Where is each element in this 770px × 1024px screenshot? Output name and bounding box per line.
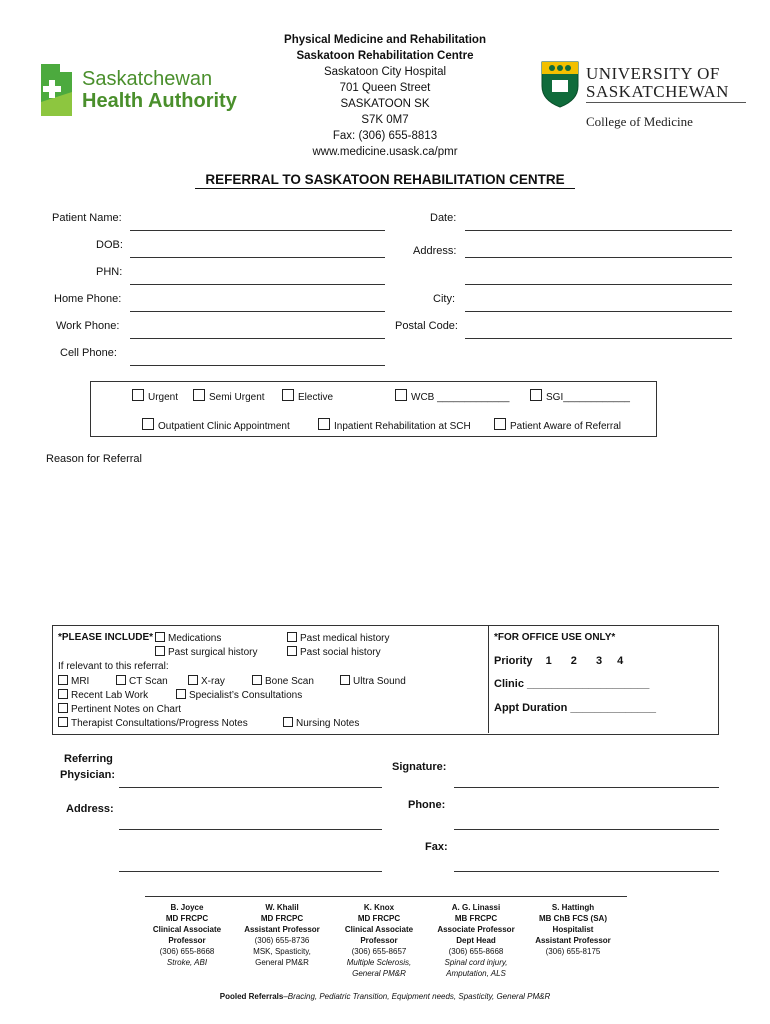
priority-1[interactable]: 1: [545, 655, 552, 667]
wcb-option[interactable]: [395, 389, 509, 403]
xray-option[interactable]: [188, 675, 225, 687]
nursing-option[interactable]: [283, 717, 359, 729]
aware-label: Patient Aware of Referral: [510, 421, 621, 432]
wcb-checkbox[interactable]: [395, 389, 407, 401]
director-knox: [334, 902, 424, 979]
office-divider: [488, 625, 489, 733]
semi-urgent-checkbox[interactable]: [193, 389, 205, 401]
office-heading: *FOR OFFICE USE ONLY*: [494, 632, 616, 643]
fax-field[interactable]: [454, 871, 719, 872]
form-title: REFERRAL TO SASKATOON REHABILITATION CENTRE: [205, 172, 565, 187]
director-role: Hospitalist: [552, 925, 594, 934]
usask-name-line1: UNIVERSITY OF: [586, 64, 720, 83]
director-cred: MD FRCPC: [260, 914, 304, 923]
pooled-referrals-footer: [0, 992, 770, 1001]
director-phone: (306) 655-8668: [448, 947, 504, 956]
usask-logo: [540, 60, 755, 132]
director-role: Assistant Professor: [244, 925, 320, 934]
physician-address-label: Address:: [66, 803, 114, 815]
postal-code: S7K 0M7: [361, 114, 409, 126]
chart-notes-label: Pertinent Notes on Chart: [71, 704, 182, 715]
past-medical-checkbox[interactable]: [287, 632, 297, 642]
footer-rest: –Bracing, Pediatric Transition, Equipment needs, Spasticity, General PM&R: [283, 992, 551, 1001]
fax-label: Fax:: [425, 841, 448, 853]
director-linassi: [431, 902, 521, 979]
address-label: Address:: [413, 245, 457, 257]
bone-scan-option[interactable]: [252, 675, 314, 687]
relevant-label: If relevant to this referral:: [58, 661, 169, 672]
past-surgical-label: Past surgical history: [168, 647, 258, 658]
director-cred: MD FRCPC: [357, 914, 401, 923]
past-surgical-checkbox[interactable]: [155, 646, 165, 656]
past-social-label: Past social history: [300, 647, 381, 658]
nursing-label: Nursing Notes: [296, 718, 360, 729]
director-cred: MB FRCPC: [454, 914, 498, 923]
specialist-option[interactable]: [176, 689, 302, 701]
director-name: S. Hattingh: [551, 903, 595, 912]
centre-name: Saskatoon Rehabilitation Centre: [296, 50, 474, 62]
sha-name-line1: Saskatchewan: [82, 68, 213, 90]
title-underline: [195, 188, 575, 189]
phn-label: PHN:: [96, 266, 123, 278]
outpatient-option[interactable]: [142, 418, 290, 432]
phone-label: Phone:: [408, 799, 446, 811]
sgi-label: SGI____________: [546, 392, 630, 403]
patient-name-label: Patient Name:: [52, 212, 122, 224]
city-field[interactable]: [465, 311, 732, 312]
aware-option[interactable]: [494, 418, 621, 432]
signature-label: Signature:: [392, 761, 447, 773]
xray-checkbox[interactable]: [188, 675, 198, 685]
wcb-label: WCB _____________: [411, 392, 510, 403]
clinic-field[interactable]: Clinic ____________________: [494, 678, 650, 690]
physician-address-field-2[interactable]: [119, 871, 382, 872]
dob-label: DOB:: [96, 239, 123, 251]
ultra-sound-checkbox[interactable]: [340, 675, 350, 685]
work-phone-field[interactable]: [130, 338, 385, 339]
date-field[interactable]: [465, 230, 732, 231]
phone-field[interactable]: [454, 829, 719, 830]
clinic-header: [220, 32, 550, 160]
duration-field[interactable]: Appt Duration ______________: [494, 702, 657, 714]
director-focus: MSK, Spasticity,: [253, 947, 311, 956]
cell-phone-label: Cell Phone:: [60, 347, 117, 359]
ct-checkbox[interactable]: [116, 675, 126, 685]
lab-work-checkbox[interactable]: [58, 689, 68, 699]
priority-4[interactable]: 4: [617, 655, 624, 667]
bone-scan-label: Bone Scan: [265, 676, 314, 687]
director-khalil: [237, 902, 327, 968]
usask-college: College of Medicine: [586, 114, 693, 129]
sha-logo: [38, 62, 248, 120]
director-focus-2: General PM&R: [255, 958, 309, 967]
director-focus: Stroke, ABI: [166, 958, 208, 967]
outpatient-checkbox[interactable]: [142, 418, 154, 430]
past-social-option[interactable]: [287, 646, 381, 658]
physician-address-field[interactable]: [119, 829, 382, 830]
director-name: A. G. Linassi: [451, 903, 501, 912]
street-address: 701 Queen Street: [339, 82, 431, 94]
sha-name-line2: Health Authority: [82, 90, 237, 112]
mri-option[interactable]: [58, 675, 89, 687]
lab-work-label: Recent Lab Work: [71, 690, 149, 701]
director-name: W. Khalil: [265, 903, 299, 912]
sha-logo-icon: [38, 62, 74, 118]
medications-checkbox[interactable]: [155, 632, 165, 642]
chart-notes-option[interactable]: [58, 703, 181, 715]
reason-label: Reason for Referral: [46, 453, 142, 465]
director-name: K. Knox: [363, 903, 395, 912]
dob-field[interactable]: [130, 257, 385, 258]
ct-label: CT Scan: [129, 676, 168, 687]
elective-checkbox[interactable]: [282, 389, 294, 401]
director-role: Clinical Associate: [344, 925, 414, 934]
elective-label: Elective: [298, 392, 334, 403]
past-medical-label: Past medical history: [300, 633, 390, 644]
inpatient-option[interactable]: [318, 418, 471, 432]
hospital-name: Saskatoon City Hospital: [323, 66, 447, 78]
therapist-label: Therapist Consultations/Progress Notes: [71, 718, 248, 729]
past-surgical-option[interactable]: [155, 646, 257, 658]
priority-label: Priority: [494, 655, 533, 667]
director-phone: (306) 655-8668: [159, 947, 215, 956]
priority-2[interactable]: 2: [570, 655, 577, 667]
specialist-checkbox[interactable]: [176, 689, 186, 699]
director-hattingh: [528, 902, 618, 957]
directors-divider: [145, 896, 627, 897]
city-label: City:: [433, 293, 455, 305]
urgent-checkbox[interactable]: [132, 389, 144, 401]
director-role: Associate Professor: [437, 925, 515, 934]
priority-row: [494, 655, 623, 667]
past-social-checkbox[interactable]: [287, 646, 297, 656]
director-phone: (306) 655-8175: [545, 947, 601, 956]
nursing-checkbox[interactable]: [283, 717, 293, 727]
mri-checkbox[interactable]: [58, 675, 68, 685]
director-focus: Spinal cord injury,: [444, 958, 508, 967]
date-label: Date:: [430, 212, 457, 224]
chart-notes-checkbox[interactable]: [58, 703, 68, 713]
work-phone-label: Work Phone:: [56, 320, 120, 332]
website: www.medicine.usask.ca/pmr: [312, 146, 458, 158]
usask-crest-icon: [540, 60, 580, 108]
inpatient-label: Inpatient Rehabilitation at SCH: [334, 421, 471, 432]
medications-label: Medications: [168, 633, 222, 644]
past-medical-option[interactable]: [287, 632, 389, 644]
home-phone-label: Home Phone:: [54, 293, 122, 305]
director-focus-2: Amputation, ALS: [446, 969, 506, 978]
director-name: B. Joyce: [170, 903, 204, 912]
xray-label: X-ray: [201, 676, 225, 687]
fax-number: Fax: (306) 655-8813: [332, 130, 438, 142]
director-role-2: Assistant Professor: [535, 936, 611, 945]
director-role-2: Dept Head: [456, 936, 496, 945]
dept-name: Physical Medicine and Rehabilitation: [284, 34, 486, 46]
priority-3[interactable]: 3: [595, 655, 603, 667]
director-phone: (306) 655-8736: [254, 936, 310, 945]
director-focus-2: General PM&R: [352, 969, 406, 978]
sgi-checkbox[interactable]: [530, 389, 542, 401]
medications-option[interactable]: [155, 632, 221, 644]
therapist-option[interactable]: [58, 717, 248, 729]
director-cred: MD FRCPC: [165, 914, 209, 923]
address-field[interactable]: [465, 257, 732, 258]
lab-work-option[interactable]: [58, 689, 148, 701]
elective-option[interactable]: [282, 389, 333, 403]
cell-phone-field[interactable]: [130, 365, 385, 366]
usask-name-line2: SASKATCHEWAN: [586, 82, 729, 101]
footer-bold: Pooled Referrals: [219, 992, 284, 1001]
therapist-checkbox[interactable]: [58, 717, 68, 727]
director-cred: MB ChB FCS (SA): [539, 914, 607, 923]
usask-divider: [586, 102, 746, 103]
outpatient-label: Outpatient Clinic Appointment: [158, 421, 290, 432]
aware-checkbox[interactable]: [494, 418, 506, 430]
phn-field[interactable]: [130, 284, 385, 285]
city: SASKATOON SK: [340, 98, 430, 110]
director-role-2: Professor: [168, 936, 206, 945]
urgent-label: Urgent: [148, 392, 179, 403]
reason-area[interactable]: [46, 470, 736, 615]
mri-label: MRI: [71, 676, 90, 687]
referring-label-2: Physician:: [60, 769, 116, 781]
director-role: Clinical Associate: [152, 925, 222, 934]
inpatient-checkbox[interactable]: [318, 418, 330, 430]
specialist-label: Specialist’s Consultations: [189, 690, 303, 701]
sgi-option[interactable]: [530, 389, 630, 403]
ct-option[interactable]: [116, 675, 168, 687]
ultra-sound-label: Ultra Sound: [353, 676, 406, 687]
home-phone-field[interactable]: [130, 311, 385, 312]
ultra-sound-option[interactable]: [340, 675, 406, 687]
referring-label-1: Referring: [64, 753, 113, 765]
director-joyce: [142, 902, 232, 968]
patient-name-field[interactable]: [130, 230, 385, 231]
director-role-2: Professor: [360, 936, 398, 945]
director-phone: (306) 655-8657: [351, 947, 407, 956]
signature-field[interactable]: [454, 787, 719, 788]
include-heading: *PLEASE INCLUDE*: [58, 632, 154, 643]
referring-physician-field[interactable]: [119, 787, 382, 788]
postal-code-field[interactable]: [465, 338, 732, 339]
urgent-option[interactable]: [132, 389, 178, 403]
address-field-2[interactable]: [465, 284, 732, 285]
bone-scan-checkbox[interactable]: [252, 675, 262, 685]
semi-urgent-option[interactable]: [193, 389, 265, 403]
director-focus: Multiple Sclerosis,: [346, 958, 412, 967]
postal-code-label: Postal Code:: [395, 320, 458, 332]
semi-urgent-label: Semi Urgent: [209, 392, 265, 403]
